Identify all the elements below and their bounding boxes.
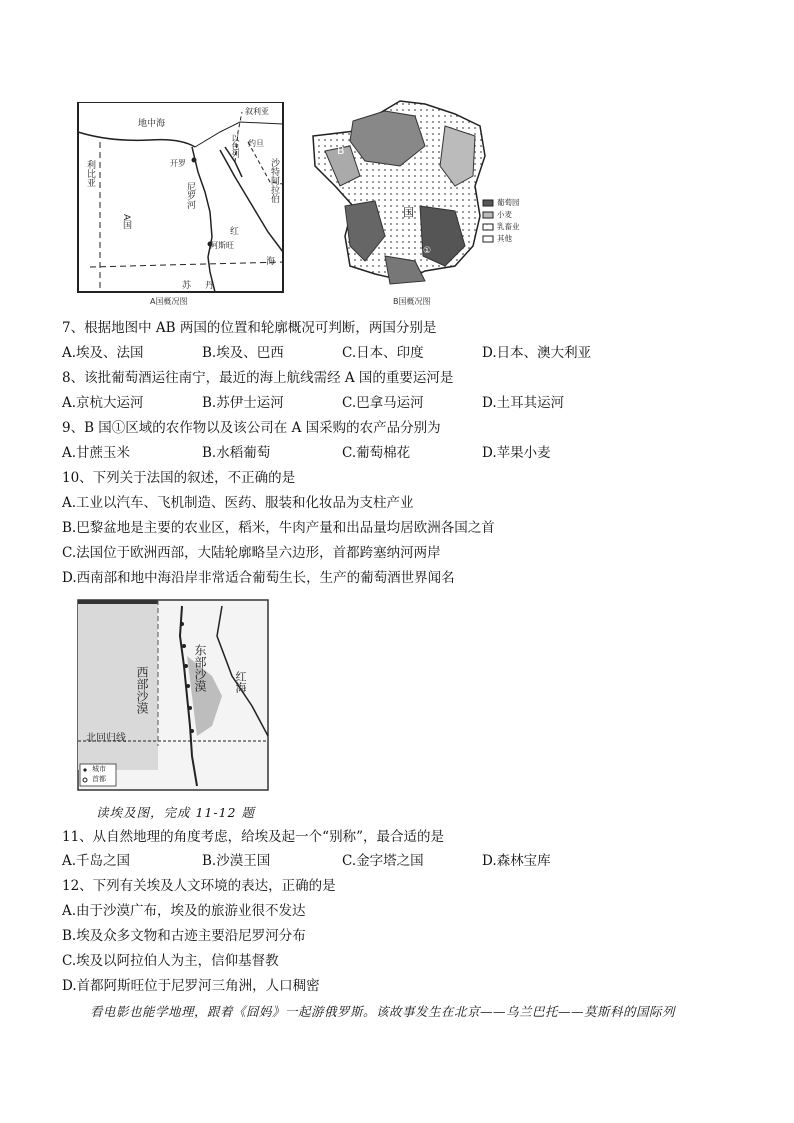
map-egypt-legend-city: 城市	[92, 765, 106, 773]
map-a-drawing	[70, 102, 290, 300]
map-b-legend-other: 其他	[497, 234, 512, 243]
q12-stem: 12、下列有关埃及人文环境的表达，正确的是	[62, 878, 336, 894]
map-egypt-west-desert-label: 西部沙漠	[135, 666, 149, 714]
q11-option-d[interactable]: D.森林宝库	[482, 853, 551, 869]
q8-option-d[interactable]: D.土耳其运河	[482, 395, 565, 411]
map-egypt-caption: 读埃及图，完成 11-12 题	[96, 805, 255, 820]
map-a-sea-label: 地中海	[138, 119, 166, 129]
q10-option-d[interactable]: D.西南部和地中海沿岸非常适合葡萄生长，生产的葡萄酒世界闻名	[62, 570, 455, 586]
map-a-caption: A国概况图	[150, 297, 188, 306]
q9-option-d[interactable]: D.苹果小麦	[482, 445, 551, 461]
q8-option-c[interactable]: C.巴拿马运河	[342, 395, 424, 411]
q10-stem: 10、下列关于法国的叙述，不正确的是	[62, 470, 296, 486]
q8-stem: 8、该批葡萄酒运往南宁，最近的海上航线需经 A 国的重要运河是	[62, 370, 454, 386]
map-egypt	[72, 596, 272, 794]
q11-stem: 11、从自然地理的角度考虑，给埃及起一个“别称”，最合适的是	[62, 829, 444, 845]
map-b-region-one-label: ①	[423, 246, 432, 256]
q11-option-b[interactable]: B.沙漠王国	[202, 853, 271, 869]
map-a-sudan-label: 苏丹	[182, 281, 229, 291]
q9-stem: 9、B 国①区域的农作物以及该公司在 A 国采购的农产品分别为	[62, 420, 441, 436]
q7-option-d[interactable]: D.日本、澳大利亚	[482, 345, 592, 361]
map-a-country-label: A国	[121, 214, 131, 230]
q10-option-b[interactable]: B.巴黎盆地是主要的农业区，稻米，牛肉产量和出品量均居欧洲各国之首	[62, 520, 495, 536]
q7-option-b[interactable]: B.埃及、巴西	[202, 345, 284, 361]
q9-option-b[interactable]: B.水稻葡萄	[202, 445, 271, 461]
map-a	[70, 102, 290, 300]
map-b-legend-wheat: 小麦	[497, 210, 512, 219]
map-a-nile-label: 尼罗河	[185, 182, 195, 209]
q12-option-a[interactable]: A.由于沙漠广布，埃及的旅游业很不发达	[62, 903, 306, 919]
map-egypt-red-sea-label: 红海	[234, 671, 247, 693]
map-egypt-east-desert-label: 东部沙漠	[193, 644, 207, 692]
map-a-saudi-label: 沙特阿拉伯	[269, 158, 279, 203]
map-a-israel-label: 以色列	[231, 134, 240, 158]
map-a-sea2-label: 海	[266, 257, 276, 267]
q7-option-c[interactable]: C.日本、印度	[342, 345, 424, 361]
map-a-jordan-label: 约旦	[248, 139, 264, 148]
q7-option-a[interactable]: A.埃及、法国	[62, 345, 144, 361]
cairo-dot	[192, 158, 197, 163]
q12-option-b[interactable]: B.埃及众多文物和古迹主要沿尼罗河分布	[62, 928, 306, 944]
map-a-cairo-label: 开罗	[170, 159, 186, 168]
q10-option-c[interactable]: C.法国位于欧洲西部，大陆轮廓略呈六边形，首都跨塞纳河两岸	[62, 545, 441, 561]
map-egypt-tropic-label: 北回归线	[86, 733, 126, 744]
q9-option-a[interactable]: A.甘蔗玉米	[62, 445, 131, 461]
map-a-red-label: 红	[230, 227, 240, 237]
map-b-legend-vineyard: 葡萄园	[497, 198, 520, 207]
q9-option-c[interactable]: C.葡萄棉花	[342, 445, 411, 461]
map-a-syria-label: 叙利亚	[245, 107, 269, 116]
footer-note: 看电影也能学地理，跟着《囧妈》一起游俄罗斯。该故事发生在北京——乌兰巴托——莫斯科的国际列	[90, 1004, 676, 1019]
q10-option-a[interactable]: A.工业以汽车、飞机制造、医药、服装和化妆品为支柱产业	[62, 495, 414, 511]
q8-option-a[interactable]: A.京杭大运河	[62, 395, 144, 411]
q11-option-a[interactable]: A.千岛之国	[62, 853, 131, 869]
q11-option-c[interactable]: C.金字塔之国	[342, 853, 424, 869]
map-a-libya-label: 利比亚	[85, 160, 95, 187]
q8-option-b[interactable]: B.苏伊士运河	[202, 395, 284, 411]
q12-option-c[interactable]: C.埃及以阿拉伯人为主，信仰基督教	[62, 953, 279, 969]
map-egypt-legend-capital: 首都	[92, 775, 106, 783]
map-b-legend-dairy: 乳畜业	[497, 222, 520, 231]
map-b-b-label: B	[337, 144, 345, 157]
map-a-aswan-label: 阿斯旺	[210, 241, 234, 250]
map-b	[305, 96, 545, 300]
q12-option-d[interactable]: D.首都阿斯旺位于尼罗河三角洲，人口稠密	[62, 978, 320, 994]
q7-stem: 7、根据地图中 AB 两国的位置和轮廓概况可判断，两国分别是	[62, 320, 437, 336]
map-b-country-label: 国	[403, 206, 414, 219]
map-b-caption: B国概况图	[393, 297, 431, 306]
